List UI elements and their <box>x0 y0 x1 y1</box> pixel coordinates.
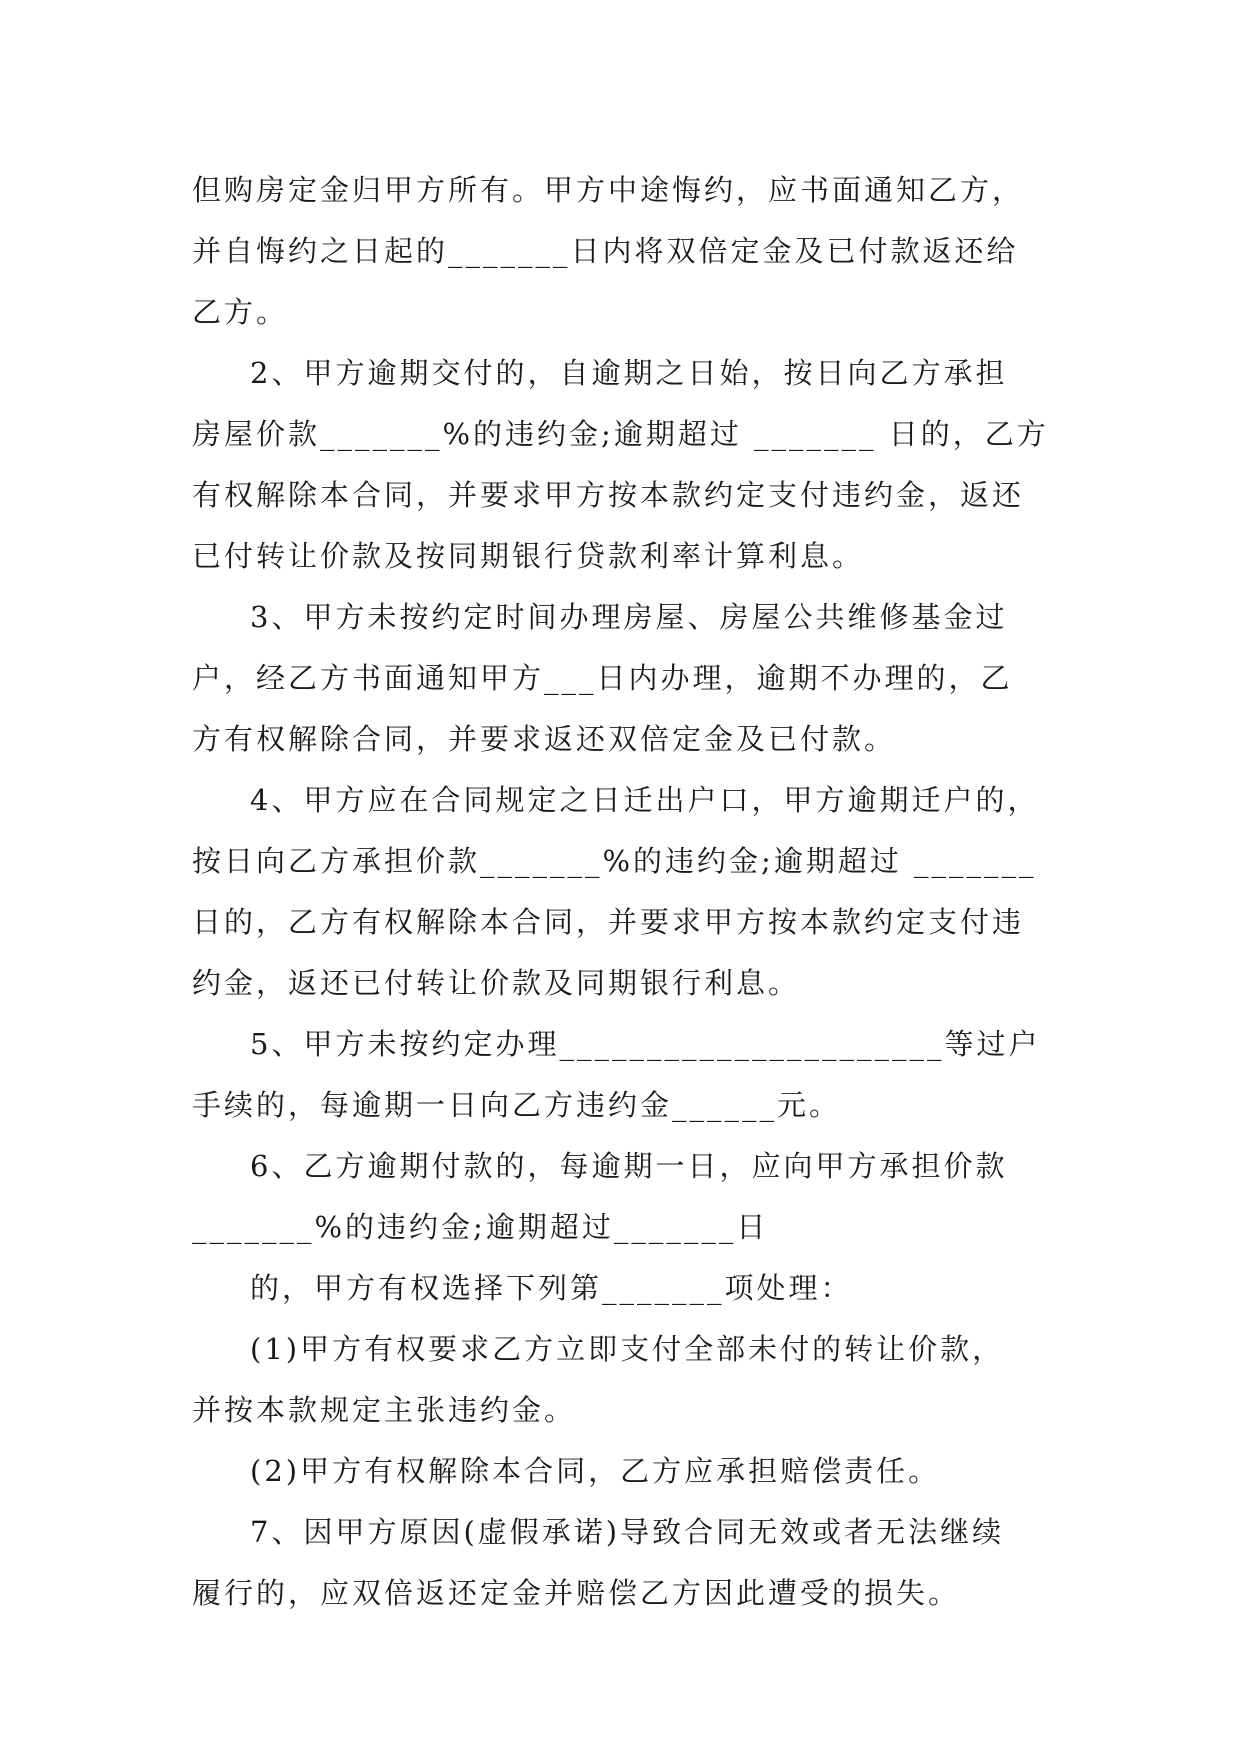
clause-4-start: 4、甲方应在合同规定之日迁出户口，甲方逾期迁户的， <box>250 783 1040 817</box>
text-line: 日的，乙方有权解除本合同，并要求甲方按本款约定支付违 <box>192 905 1025 939</box>
clause-6-start: 6、乙方逾期付款的，每逾期一日，应向甲方承担价款 <box>250 1149 1008 1183</box>
option-2: (2)甲方有权解除本合同，乙方应承担赔偿责任。 <box>250 1454 941 1488</box>
text-line: 约金，返还已付转让价款及同期银行利息。 <box>192 966 801 1000</box>
text-line: 并按本款规定主张违约金。 <box>192 1393 577 1427</box>
text-line: 方有权解除合同，并要求返还双倍定金及已付款。 <box>192 722 897 756</box>
clause-2-start: 2、甲方逾期交付的，自逾期之日始，按日向乙方承担 <box>250 356 1008 390</box>
text-line: 房屋价款_______%的违约金;逾期超过 _______ 日的，乙方 <box>192 417 1049 451</box>
text-line: 的，甲方有权选择下列第_______项处理： <box>250 1271 853 1305</box>
text-line: 已付转让价款及按同期银行贷款利率计算利息。 <box>192 539 865 573</box>
text-line: 但购房定金归甲方所有。甲方中途悔约，应书面通知乙方， <box>192 173 1025 207</box>
document-body <box>192 160 1062 1624</box>
text-line: 手续的，每逾期一日向乙方违约金______元。 <box>192 1088 842 1122</box>
text-line: 履行的，应双倍返还定金并赔偿乙方因此遭受的损失。 <box>192 1576 961 1610</box>
option-1: (1)甲方有权要求乙方立即支付全部未付的转让价款， <box>250 1332 1005 1366</box>
text-line: 户，经乙方书面通知甲方___日内办理，逾期不办理的，乙 <box>192 661 1013 695</box>
clause-7-start: 7、因甲方原因(虚假承诺)导致合同无效或者无法继续 <box>250 1515 1005 1549</box>
text-line: 并自悔约之日起的_______日内将双倍定金及已付款返还给 <box>192 234 1019 268</box>
clause-5-start: 5、甲方未按约定办理______________________等过户 <box>250 1027 1041 1061</box>
text-line: 乙方。 <box>192 295 289 329</box>
text-line: 按日向乙方承担价款_______%的违约金;逾期超过 _______ <box>192 844 1037 878</box>
clause-3-start: 3、甲方未按约定时间办理房屋、房屋公共维修基金过 <box>250 600 1008 634</box>
text-line: 有权解除本合同，并要求甲方按本款约定支付违约金，返还 <box>192 478 1025 512</box>
text-line: _______%的违约金;逾期超过_______日 <box>192 1210 769 1244</box>
